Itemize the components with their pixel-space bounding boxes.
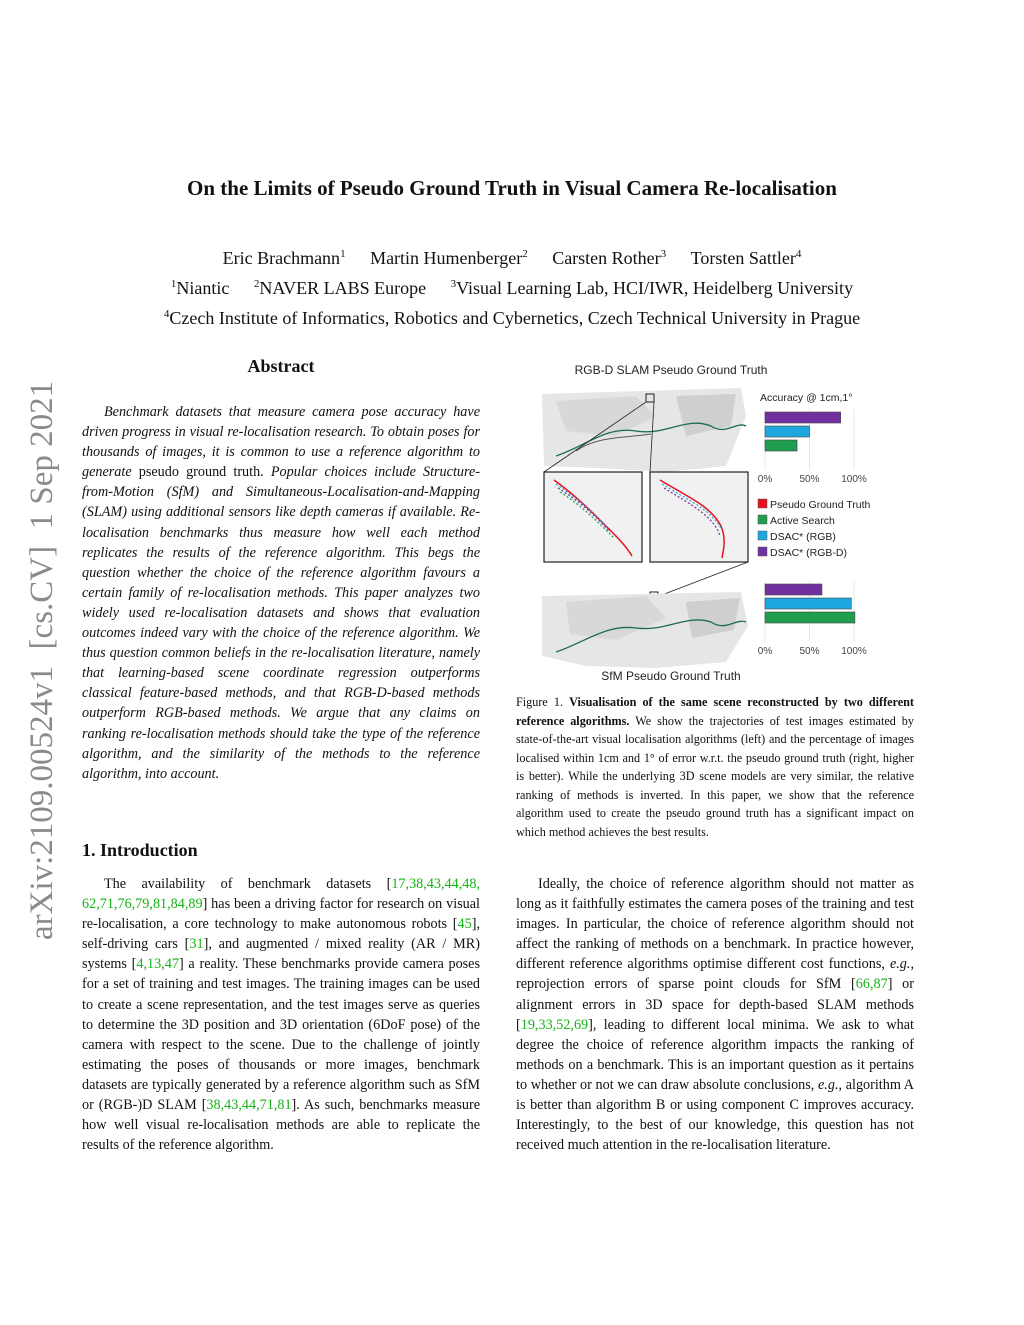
introduction-text: The availability of benchmark datasets [17,38,43,44,48, 62,71,76,79,81,84,89] has been a driving factor for research on visual re-localisation, a core technology to make autonomous robots [45], self-driving cars [31], and augmented / mixed reality (AR / MR) systems [4,13,47] a reality. These benchmarks provide camera poses for a set of training and test images. The training images can be used to create a scene representation, and the test images serve as queries to determine the 3D position and 3D orientation (6DoF pose) of the camera with respect to the scene. Due to the challenge of jointly estimating the poses of thousands or more images, benchmark datasets are typically generated by a reference algorithm such as SfM or (RGB-)D SLAM [38,43,44,71,81]. As such, benchmarks measure how well visual re-localisation methods are able to replicate the results of the reference algorithm. xyxy=(82,876,481,1154)
citation-link[interactable]: 38,43,44,71,81 xyxy=(206,1097,292,1114)
tick-label: 0% xyxy=(757,646,773,657)
affiliation-line: $^1$Niantic $^2$NAVER LABS Europe $^3$Visual Learning Lab, HCI/IWR, Heidelberg University xyxy=(170,278,854,298)
scene-render-bottom xyxy=(542,592,748,668)
abstract-heading: Abstract xyxy=(247,356,315,376)
bar-active-search xyxy=(765,612,855,623)
author: Torsten Sattler$^4$ xyxy=(690,248,802,268)
author-list xyxy=(0,241,1024,271)
legend-label: Pseudo Ground Truth xyxy=(770,499,871,511)
accuracy-label: Accuracy @ 1cm,1° xyxy=(760,392,853,404)
legend-label: DSAC* (RGB) xyxy=(770,531,836,543)
author: Eric Brachmann$^1$ xyxy=(222,248,346,268)
affiliation-line: $^4$Czech Institute of Informatics, Robotics and Cybernetics, Czech Technical University in Prague xyxy=(163,308,861,328)
tick-label: 50% xyxy=(799,646,820,657)
author-block xyxy=(0,241,1024,331)
legend-swatch xyxy=(758,531,767,540)
zoom-inset-left xyxy=(544,472,642,562)
tick-label: 100% xyxy=(841,474,867,485)
arxiv-id: arXiv:2109.00524v1 [cs.CV] 1 Sep 2021 xyxy=(24,380,60,940)
legend-label: DSAC* (RGB-D) xyxy=(770,547,848,559)
figure-caption: Figure 1. Visualisation of the same scene reconstructed by two different reference algorithms. We show the trajectories of test images estimated by state-of-the-art visual localisation algorithms (left) and the percentage of images localised within 1cm and 1° of error w.r.t. the pseudo ground truth (right, higher is better). While the underlying 3D scene models are very similar, the relative ranking of methods is inverted. In this paper, we show that the reference algorithm used to create the pseudo ground truth has a significant impact on which method achieves the best results. xyxy=(516,695,914,839)
citation-link[interactable]: 31 xyxy=(189,936,204,953)
scene-render-top xyxy=(542,388,746,472)
citation-link[interactable]: 17,38,43,44,48, 62,71,76,79,81,84,89 xyxy=(82,876,480,913)
arxiv-stamp xyxy=(20,360,60,960)
legend-swatch xyxy=(758,515,767,524)
bar-dsac-rgb-d- xyxy=(765,584,822,595)
legend-swatch xyxy=(758,499,767,508)
right-column-text: Ideally, the choice of reference algorithm should not matter as long as it faithfully estimates the camera poses of the training and test images. In particular, the choice of reference algorithm should not affect the ranking of methods on a benchmark. In practice however, different reference algorithms optimise different cost functions, e.g., reprojection errors of sparse point clouds for SfM [66,87] or alignment errors in 3D space for depth-based SLAM methods [19,33,52,69], leading to different local minima. We ask to what degree the choice of reference algorithm impacts the ranking of methods on a benchmark. This is an important question as it pertains to whether or not we can draw absolute conclusions, e.g., algorithm A is better than algorithm B or using component C improves accuracy. Interestingly, to the best of our knowledge, this question has not received much attention in the re-localisation literature. xyxy=(516,876,914,1154)
zoom-inset-right xyxy=(650,472,748,562)
tick-label: 50% xyxy=(799,474,820,485)
legend xyxy=(758,499,871,559)
bar-dsac-rgb- xyxy=(765,598,851,609)
legend-swatch xyxy=(758,547,767,556)
bar-dsac-rgb- xyxy=(765,426,810,437)
tick-label: 0% xyxy=(757,474,773,485)
paper-title: On the Limits of Pseudo Ground Truth in Visual Camera Re-localisation xyxy=(187,176,837,200)
section-heading: 1. Introduction xyxy=(82,840,198,860)
bar-active-search xyxy=(765,440,797,451)
citation-link[interactable]: 19,33,52,69 xyxy=(520,1016,589,1033)
bar-dsac-rgb-d- xyxy=(765,412,841,423)
figure-bottom-label: SfM Pseudo Ground Truth xyxy=(601,669,741,683)
author: Martin Humenberger$^2$ xyxy=(370,248,528,268)
citation-link[interactable]: 4,13,47 xyxy=(136,956,179,973)
abstract-text: Benchmark datasets that measure camera pose accuracy have driven progress in visual re-localisation research. To obtain poses for thousands of images, it is common to use a reference algorithm to generate pseudo ground truth. Popular choices include Structure-from-Motion (SfM) and Simultaneous-Localisation-and-Mapping (SLAM) using additional sensors like depth cameras if available. Re-localisation benchmarks thus measure how well each method replicates the results of the reference algorithm. This begs the question whether the choice of the reference algorithm favours a certain family of re-localisation methods. This paper analyzes two widely used re-localisation datasets and shows that evaluation outcomes indeed vary with the choice of the reference algorithm. We thus question common beliefs in the re-localisation literature, namely that learning-based scene coordinate regression outperforms classical feature-based methods, and that RGB-D-based methods outperform RGB-based methods. We argue that any claims on ranking re-localisation methods should take the type of the reference algorithm, and the similarity of the methods to the reference algorithm, into account. xyxy=(82,404,481,782)
citation-link[interactable]: 66,87 xyxy=(855,976,888,993)
figure-1 xyxy=(536,356,896,686)
citation-link[interactable]: 45 xyxy=(457,916,472,933)
figure-top-label: RGB-D SLAM Pseudo Ground Truth xyxy=(574,363,768,377)
author: Carsten Rother$^3$ xyxy=(552,248,667,268)
tick-label: 100% xyxy=(841,646,867,657)
legend-label: Active Search xyxy=(770,515,835,527)
chart-bottom xyxy=(758,581,867,657)
chart-top xyxy=(758,409,867,485)
